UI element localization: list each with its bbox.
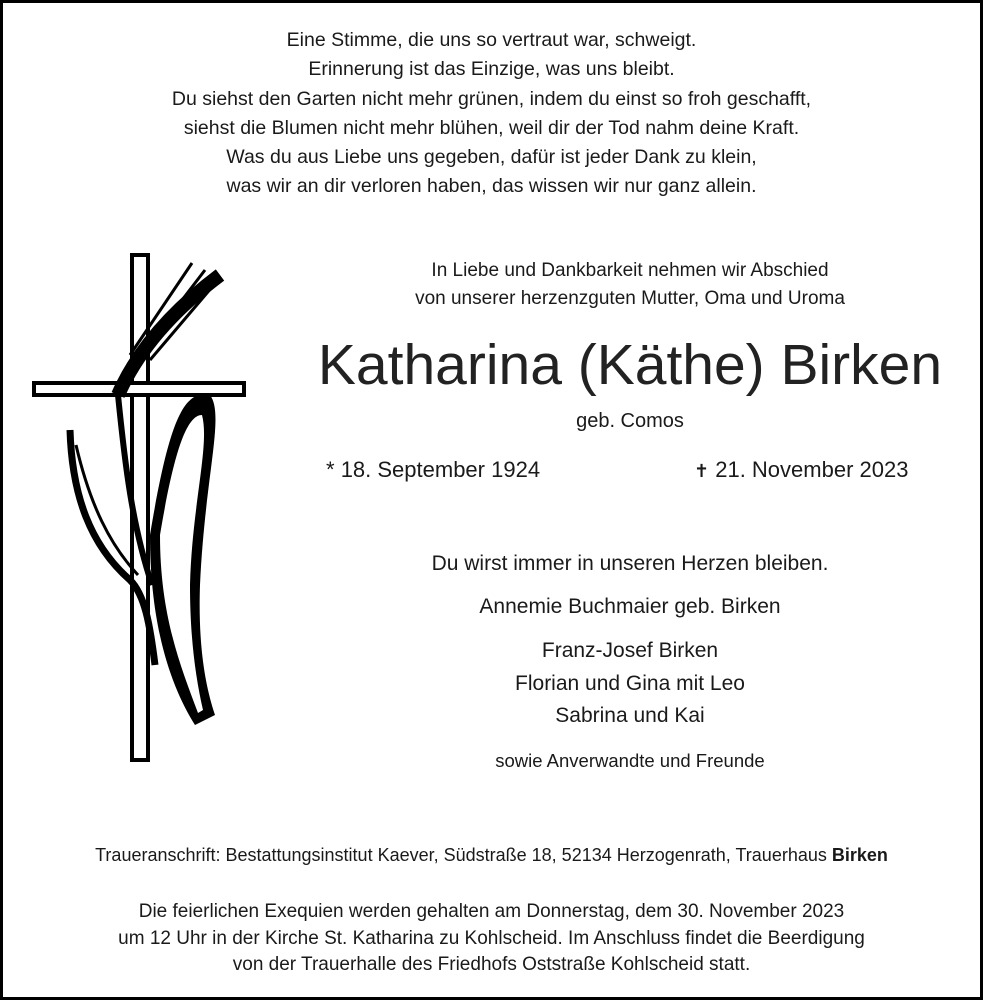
poem-line: Erinnerung ist das Einzige, was uns bleibt. [308,58,675,81]
birth-date-text: 18. September 1924 [340,457,541,482]
poem-line: Eine Stimme, die uns so vertraut war, schweigt. [286,29,697,51]
address-text: Traueranschrift: Bestattungsinstitut Kaever, Südstraße 18, 52134 Herzogenrath, Trauerhaus [95,845,832,865]
poem-line: siehst die Blumen nicht mehr blühen, weil dir der Tod nahm deine Kraft. [183,116,800,139]
death-date-text: 21. November 2023 [715,457,909,482]
funeral-line: Die feierlichen Exequien werden gehalten am Donnerstag, dem 30. November 2023 [138,901,845,922]
death-cross-icon: ✝ [694,461,710,481]
funeral-info [0,899,983,979]
address-bold: Birken [831,845,888,865]
cross-with-wheat-icon [20,245,250,765]
funeral-line: von der Trauerhalle des Friedhofs Oststraße Kohlscheid statt. [232,954,751,975]
farewell-intro [330,257,930,313]
intro-line: von unserer herzenzguten Mutter, Oma und Uroma [415,288,845,309]
mourning-address [0,845,983,866]
birth-date [326,457,540,483]
poem-line: Du siehst den Garten nicht mehr grünen, indem du einst so froh geschafft, [171,87,812,110]
motto: Du wirst immer in unseren Herzen bleiben. [431,552,829,575]
family-member: Franz-Josef Birken [541,639,719,662]
birth-star-icon: * [326,457,335,482]
family-member: Florian und Gina mit Leo [515,672,745,695]
family-member: Annemie Buchmaier geb. Birken [479,595,781,618]
relatives: sowie Anverwandte und Freunde [495,750,765,771]
poem [0,26,983,202]
funeral-line: um 12 Uhr in der Kirche St. Katharina zu Kohlscheid. Im Anschluss findet die Beerdigung [118,927,865,949]
deceased-name: Katharina (Käthe) Birken [317,333,943,397]
intro-line: In Liebe und Dankbarkeit nehmen wir Abschied [431,260,829,281]
poem-line: was wir an dir verloren haben, das wissen wir nur ganz allein. [226,175,757,198]
maiden-name: geb. Comos [576,410,684,432]
death-date [694,457,908,483]
family-member: Sabrina und Kai [555,704,705,727]
poem-line: Was du aus Liebe uns gegeben, dafür ist jeder Dank zu klein, [226,146,757,169]
